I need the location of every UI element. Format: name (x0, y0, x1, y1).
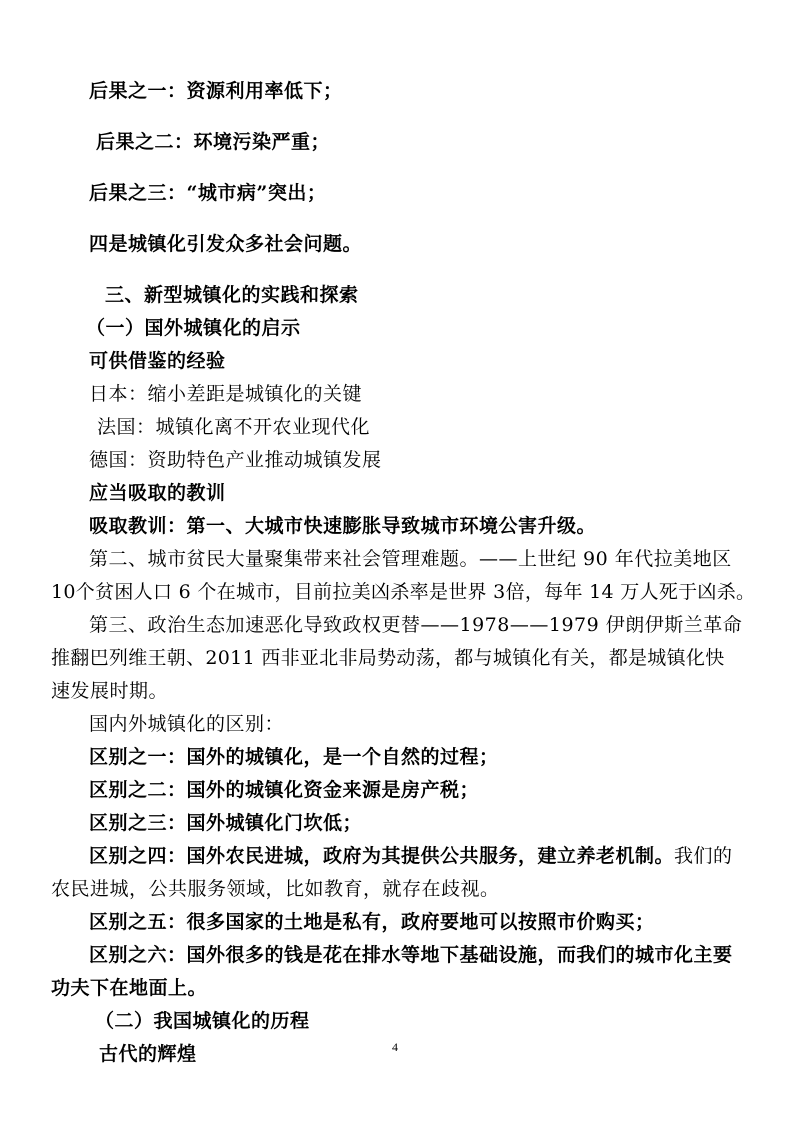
subsection-one-title: （一）国外城镇化的启示 (86, 317, 301, 339)
difference-6-line-2: 功夫下在地面上。 (51, 977, 208, 999)
consequence-1: 后果之一：资源利用率低下； (89, 80, 343, 102)
warning-three-line-2: 推翻巴列维王朝、2011 西非亚北非局势动荡，都与城镇化有关，都是城镇化快 (51, 647, 725, 669)
section-three-title: 三、新型城镇化的实践和探索 (105, 284, 359, 306)
difference-5: 区别之五：很多国家的土地是私有，政府要地可以按照市价购买； (89, 911, 655, 933)
difference-4-line-2: 农民进城，公共服务领域，比如教育，就存在歧视。 (51, 878, 500, 900)
warning-three-line-1: 第三、政治生态加速恶化导致政权更替——1978——1979 伊朗伊斯兰革命 (89, 614, 743, 636)
warning-two-line-1: 第二、城市贫民大量聚集带来社会管理难题。——上世纪 90 年代拉美地区 (89, 548, 732, 570)
lesson-japan: 日本：缩小差距是城镇化的关键 (89, 383, 363, 405)
lesson-france: 法国：城镇化离不开农业现代化 (97, 416, 371, 438)
warnings-heading: 应当吸取的教训 (89, 482, 226, 504)
differences-heading: 国内外城镇化的区别： (89, 713, 285, 735)
difference-4-bold: 区别之四：国外农民进城，政府为其提供公共服务，建立养老机制。 (89, 845, 675, 867)
page-number: 4 (392, 1040, 398, 1054)
point-four: 四是城镇化引发众多社会问题。 (89, 233, 363, 255)
subsection-two-title: （二）我国城镇化的历程 (95, 1010, 310, 1032)
difference-3: 区别之三：国外城镇化门坎低； (89, 812, 363, 834)
consequence-3: 后果之三：“城市病”突出； (89, 182, 327, 204)
difference-4-tail: 我们的 (674, 845, 733, 867)
consequence-2: 后果之二：环境污染严重； (96, 131, 331, 153)
difference-2: 区别之二：国外的城镇化资金来源是房产税； (89, 779, 480, 801)
ancient-heading: 古代的辉煌 (99, 1043, 197, 1065)
warning-one: 吸取教训：第一、大城市快速膨胀导致城市环境公害升级。 (89, 515, 597, 537)
lessons-heading: 可供借鉴的经验 (89, 350, 226, 372)
difference-1: 区别之一：国外的城镇化，是一个自然的过程； (89, 746, 499, 768)
warning-two-line-2: 10个贫困人口 6 个在城市，目前拉美凶杀率是世界 3倍，每年 14 万人死于凶杀。 (51, 581, 756, 603)
lesson-germany: 德国：资助特色产业推动城镇发展 (89, 449, 382, 471)
difference-6-line-1: 区别之六：国外很多的钱是花在排水等地下基础设施，而我们的城市化主要 (89, 944, 733, 966)
warning-three-line-3: 速发展时期。 (51, 680, 169, 702)
difference-4-line-1 (89, 844, 733, 868)
